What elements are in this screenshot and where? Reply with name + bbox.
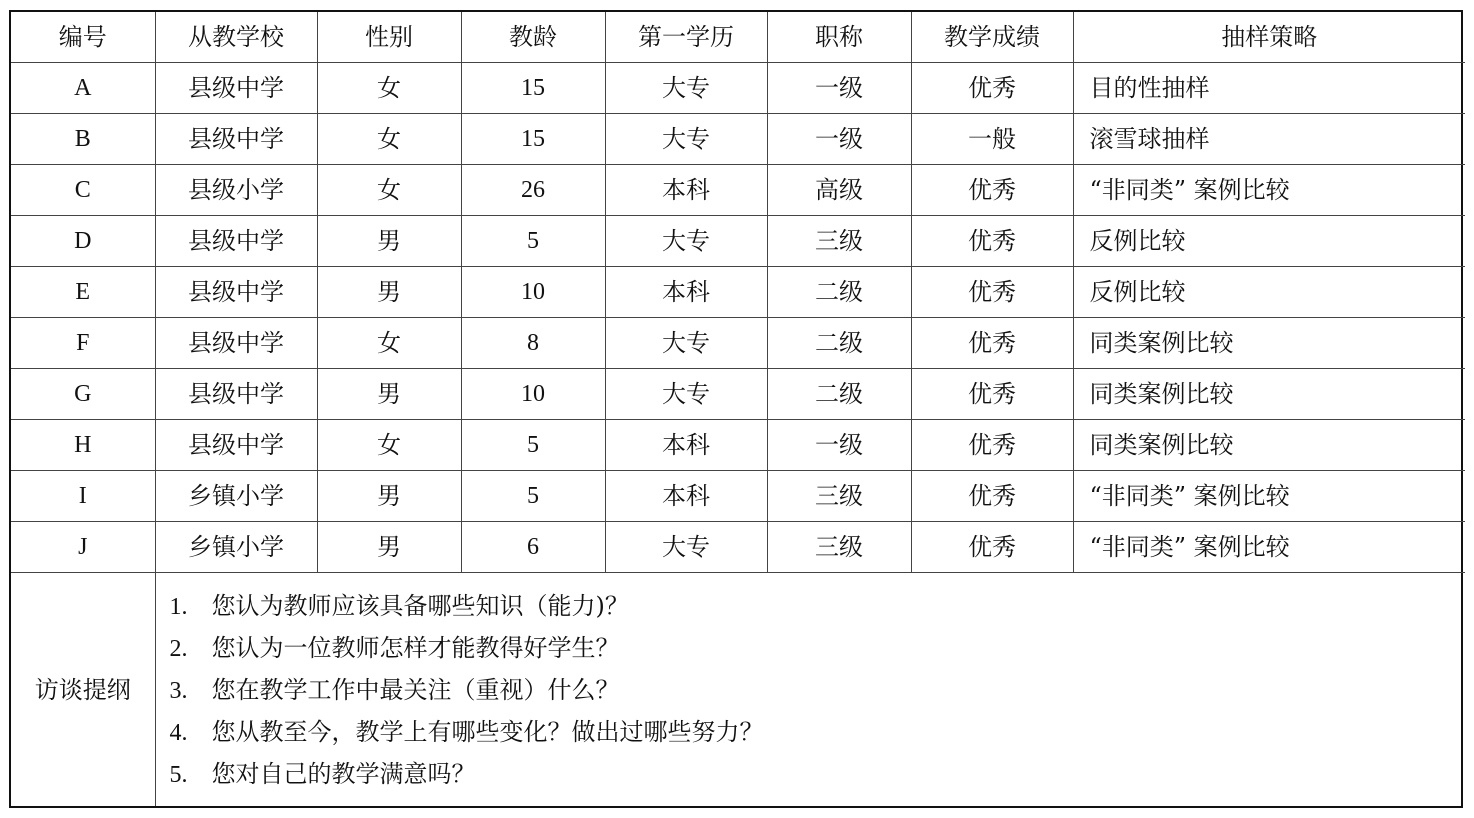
table-row: [11, 216, 1465, 267]
table-row: [11, 420, 1465, 471]
header-years: 教龄: [461, 12, 605, 63]
cell-strategy: 同类案例比较: [1073, 369, 1465, 420]
cell-performance: 优秀: [911, 522, 1073, 573]
cell-title: 一级: [767, 63, 911, 114]
data-table: [11, 12, 1465, 806]
question-text: 您认为一位教师怎样才能教得好学生？: [211, 633, 620, 662]
cell-degree: 本科: [605, 420, 767, 471]
cell-degree: 大专: [605, 522, 767, 573]
cell-gender: 女: [317, 420, 461, 471]
cell-performance: 优秀: [911, 63, 1073, 114]
cell-gender: 男: [317, 471, 461, 522]
cell-school: 县级中学: [155, 63, 317, 114]
header-strategy: 抽样策略: [1073, 12, 1465, 63]
header-title: 职称: [767, 12, 911, 63]
cell-performance: 优秀: [911, 369, 1073, 420]
cell-school: 县级中学: [155, 318, 317, 369]
cell-id: C: [11, 165, 155, 216]
header-degree: 第一学历: [605, 12, 767, 63]
question-text: 您认为教师应该具备哪些知识（能力)？: [211, 591, 629, 620]
cell-title: 一级: [767, 420, 911, 471]
cell-id: I: [11, 471, 155, 522]
teacher-sampling-table: [9, 10, 1463, 808]
cell-degree: 大专: [605, 63, 767, 114]
cell-performance: 优秀: [911, 165, 1073, 216]
cell-years: 5: [461, 216, 605, 267]
cell-performance: 优秀: [911, 216, 1073, 267]
cell-degree: 大专: [605, 369, 767, 420]
cell-years: 6: [461, 522, 605, 573]
cell-years: 15: [461, 114, 605, 165]
cell-id: E: [11, 267, 155, 318]
question-item: [170, 669, 1466, 711]
question-item: [170, 627, 1466, 669]
question-text: 您在教学工作中最关注（重视）什么？: [211, 675, 620, 704]
cell-performance: 优秀: [911, 267, 1073, 318]
cell-school: 乡镇小学: [155, 522, 317, 573]
cell-degree: 大专: [605, 318, 767, 369]
table-row: [11, 369, 1465, 420]
cell-gender: 女: [317, 63, 461, 114]
question-item: [170, 711, 1466, 753]
cell-strategy: 反例比较: [1073, 216, 1465, 267]
cell-years: 10: [461, 267, 605, 318]
cell-title: 一级: [767, 114, 911, 165]
cell-title: 三级: [767, 216, 911, 267]
cell-gender: 女: [317, 114, 461, 165]
table-row: [11, 63, 1465, 114]
question-item: [170, 585, 1466, 627]
cell-title: 二级: [767, 369, 911, 420]
question-number: 4.: [169, 719, 188, 746]
cell-school: 县级中学: [155, 267, 317, 318]
cell-degree: 本科: [605, 267, 767, 318]
cell-degree: 本科: [605, 471, 767, 522]
cell-gender: 男: [317, 267, 461, 318]
cell-strategy: 同类案例比较: [1073, 420, 1465, 471]
cell-years: 26: [461, 165, 605, 216]
header-school: 从教学校: [155, 12, 317, 63]
header-performance: 教学成绩: [911, 12, 1073, 63]
cell-degree: 大专: [605, 216, 767, 267]
cell-performance: 优秀: [911, 318, 1073, 369]
question-number: 1.: [169, 593, 188, 620]
cell-gender: 女: [317, 165, 461, 216]
question-list: [170, 585, 1466, 795]
cell-gender: 男: [317, 369, 461, 420]
cell-degree: 大专: [605, 114, 767, 165]
question-item: [170, 753, 1466, 795]
cell-id: G: [11, 369, 155, 420]
cell-title: 二级: [767, 318, 911, 369]
table-row: [11, 318, 1465, 369]
interview-outline-row: [11, 573, 1465, 807]
outline-label: 访谈提纲: [11, 573, 155, 807]
cell-id: D: [11, 216, 155, 267]
table-row: [11, 114, 1465, 165]
header-row: [11, 12, 1465, 63]
cell-strategy: 反例比较: [1073, 267, 1465, 318]
header-gender: 性别: [317, 12, 461, 63]
cell-id: J: [11, 522, 155, 573]
cell-strategy: 同类案例比较: [1073, 318, 1465, 369]
cell-gender: 男: [317, 522, 461, 573]
cell-school: 县级中学: [155, 420, 317, 471]
cell-school: 县级中学: [155, 216, 317, 267]
cell-title: 三级: [767, 471, 911, 522]
cell-title: 二级: [767, 267, 911, 318]
cell-years: 5: [461, 420, 605, 471]
cell-school: 县级小学: [155, 165, 317, 216]
cell-years: 10: [461, 369, 605, 420]
question-number: 3.: [169, 677, 188, 704]
table-row: [11, 267, 1465, 318]
cell-performance: 优秀: [911, 471, 1073, 522]
cell-strategy: “非同类” 案例比较: [1073, 522, 1465, 573]
cell-strategy: 滚雪球抽样: [1073, 114, 1465, 165]
cell-strategy: 目的性抽样: [1073, 63, 1465, 114]
cell-years: 5: [461, 471, 605, 522]
cell-school: 县级中学: [155, 369, 317, 420]
cell-id: F: [11, 318, 155, 369]
question-text: 您从教至今，教学上有哪些变化？做出过哪些努力？: [211, 717, 764, 746]
cell-degree: 本科: [605, 165, 767, 216]
cell-title: 三级: [767, 522, 911, 573]
cell-years: 8: [461, 318, 605, 369]
cell-performance: 优秀: [911, 420, 1073, 471]
table-row: [11, 522, 1465, 573]
cell-years: 15: [461, 63, 605, 114]
cell-title: 高级: [767, 165, 911, 216]
cell-gender: 女: [317, 318, 461, 369]
cell-id: A: [11, 63, 155, 114]
cell-school: 乡镇小学: [155, 471, 317, 522]
cell-school: 县级中学: [155, 114, 317, 165]
cell-id: B: [11, 114, 155, 165]
header-id: 编号: [11, 12, 155, 63]
cell-strategy: “非同类” 案例比较: [1073, 471, 1465, 522]
cell-performance: 一般: [911, 114, 1073, 165]
table-row: [11, 471, 1465, 522]
cell-id: H: [11, 420, 155, 471]
question-text: 您对自己的教学满意吗？: [211, 759, 476, 788]
cell-strategy: “非同类” 案例比较: [1073, 165, 1465, 216]
table-row: [11, 165, 1465, 216]
outline-questions: [155, 573, 1465, 807]
question-number: 5.: [169, 761, 188, 788]
cell-gender: 男: [317, 216, 461, 267]
question-number: 2.: [169, 635, 188, 662]
